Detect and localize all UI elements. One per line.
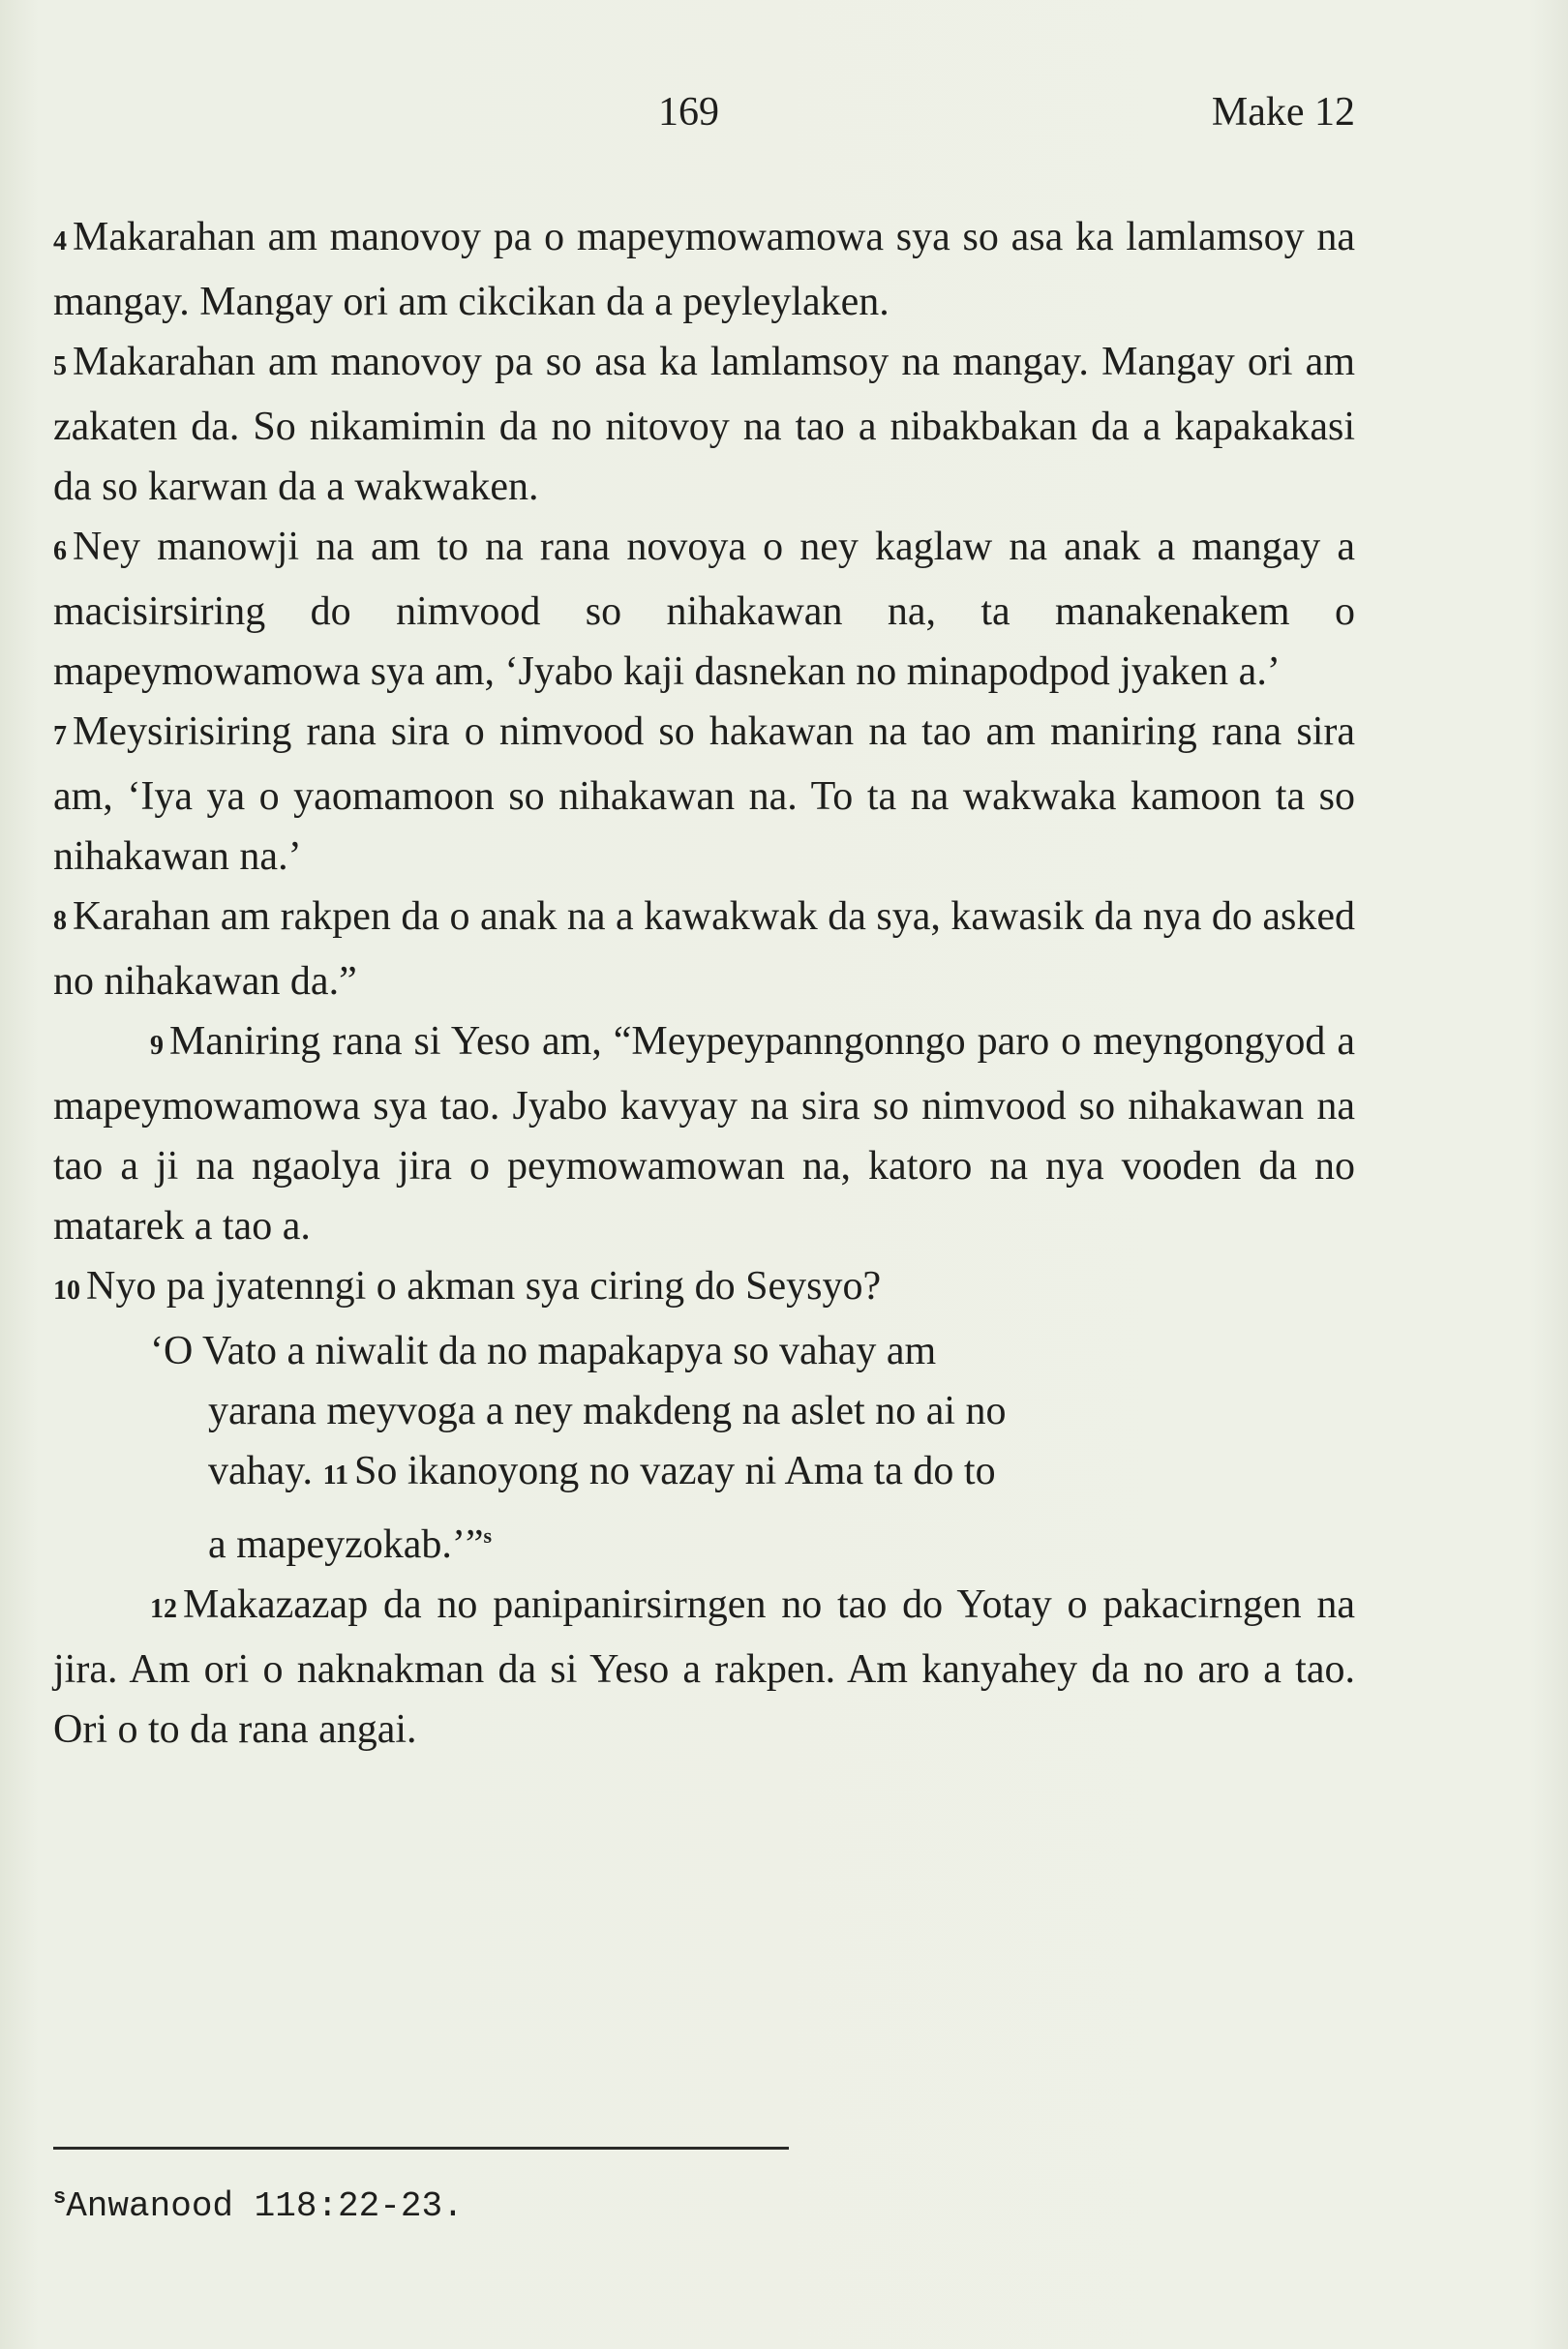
running-head: Make 12 (1211, 90, 1355, 135)
poetry-text: So ikanoyong no vazay ni Ama ta do to (354, 1449, 996, 1493)
verse-number: 5 (53, 351, 67, 381)
poetry-text: vahay. (208, 1449, 314, 1493)
footnote (53, 2185, 464, 2226)
verse-number: 11 (322, 1461, 349, 1491)
verse-text: Makazazap da no panipanirsirngen no tao do Yotay o pakacirngen na jira. Am ori o naknakman da si Yeso a rakpen. Am kanyahey da no aro a tao. Ori o to da rana angai. (53, 1582, 1355, 1752)
poetry-line (150, 1441, 1355, 1506)
verse-text: Karahan am rakpen da o anak na a kawakwak da sya, kawasik da nya do asked no nihakawan da.” (53, 894, 1355, 1004)
verse-12 (53, 1575, 1355, 1760)
verse-number: 9 (150, 1031, 164, 1061)
verse-text: Makarahan am manovoy pa o mapeymowamowa sya so asa ka lamlamsoy na mangay. Mangay ori am cikcikan da a peyleylaken. (53, 215, 1355, 324)
verse-4 (53, 207, 1355, 332)
footnote-marker: s (483, 1523, 493, 1548)
verse-text: Meysirisiring rana sira o nimvood so hakawan na tao am maniring rana sira am, ‘Iya ya o yaomamoon so nihakawan na. To ta na wakwaka kamoon ta so nihakawan na.’ (53, 709, 1355, 879)
poetry-text: a mapeyzokab.’” (208, 1522, 484, 1567)
page-number: 169 (658, 90, 719, 135)
verse-number: 12 (150, 1594, 177, 1624)
scripture-text (53, 207, 1355, 1760)
verse-number: 7 (53, 721, 67, 751)
verse-5 (53, 332, 1355, 517)
poetry-line (150, 1506, 1355, 1575)
footnote-marker: s (53, 2185, 67, 2210)
verse-text: Ney manowji na am to na rana novoya o ney kaglaw na anak a mangay a macisirsiring do nimvood so nihakawan na, ta manakenakem o mapeymowamowa sya am, ‘Jyabo kaji dasnekan no minapodpod jyaken a.’ (53, 525, 1355, 694)
poetry-line: yarana meyvoga a ney makdeng na aslet no ai no (208, 1389, 1007, 1433)
verse-number: 10 (53, 1276, 80, 1306)
page-header (53, 89, 1355, 147)
verse-9 (53, 1011, 1355, 1256)
poetry-quote (150, 1321, 1355, 1575)
verse-number: 4 (53, 226, 67, 256)
verse-6 (53, 517, 1355, 702)
verse-8 (53, 887, 1355, 1011)
verse-number: 6 (53, 536, 67, 566)
verse-text: Nyo pa jyatenngi o akman sya ciring do Seysyo? (86, 1264, 882, 1309)
footnote-divider (53, 2147, 789, 2150)
footnote-text: Anwanood 118:22-23. (66, 2186, 464, 2226)
poetry-line: ‘O Vato a niwalit da no mapakapya so vahay am (150, 1329, 937, 1373)
verse-text: Makarahan am manovoy pa so asa ka lamlamsoy na mangay. Mangay ori am zakaten da. So nikamimin da no nitovoy na tao a nibakbakan da a kapakakasi da so karwan da a wakwaken. (53, 340, 1355, 509)
verse-text: Maniring rana si Yeso am, “Meypeypanngonngo paro o meyngongyod a mapeymowamowa sya tao. Jyabo kavyay na sira so nimvood so nihakawan na tao a ji na ngaolya jira o peymowamowan na, katoro na nya vooden da no matarek a tao a. (53, 1019, 1355, 1249)
verse-10 (53, 1256, 1355, 1321)
verse-number: 8 (53, 906, 67, 936)
verse-7 (53, 702, 1355, 887)
